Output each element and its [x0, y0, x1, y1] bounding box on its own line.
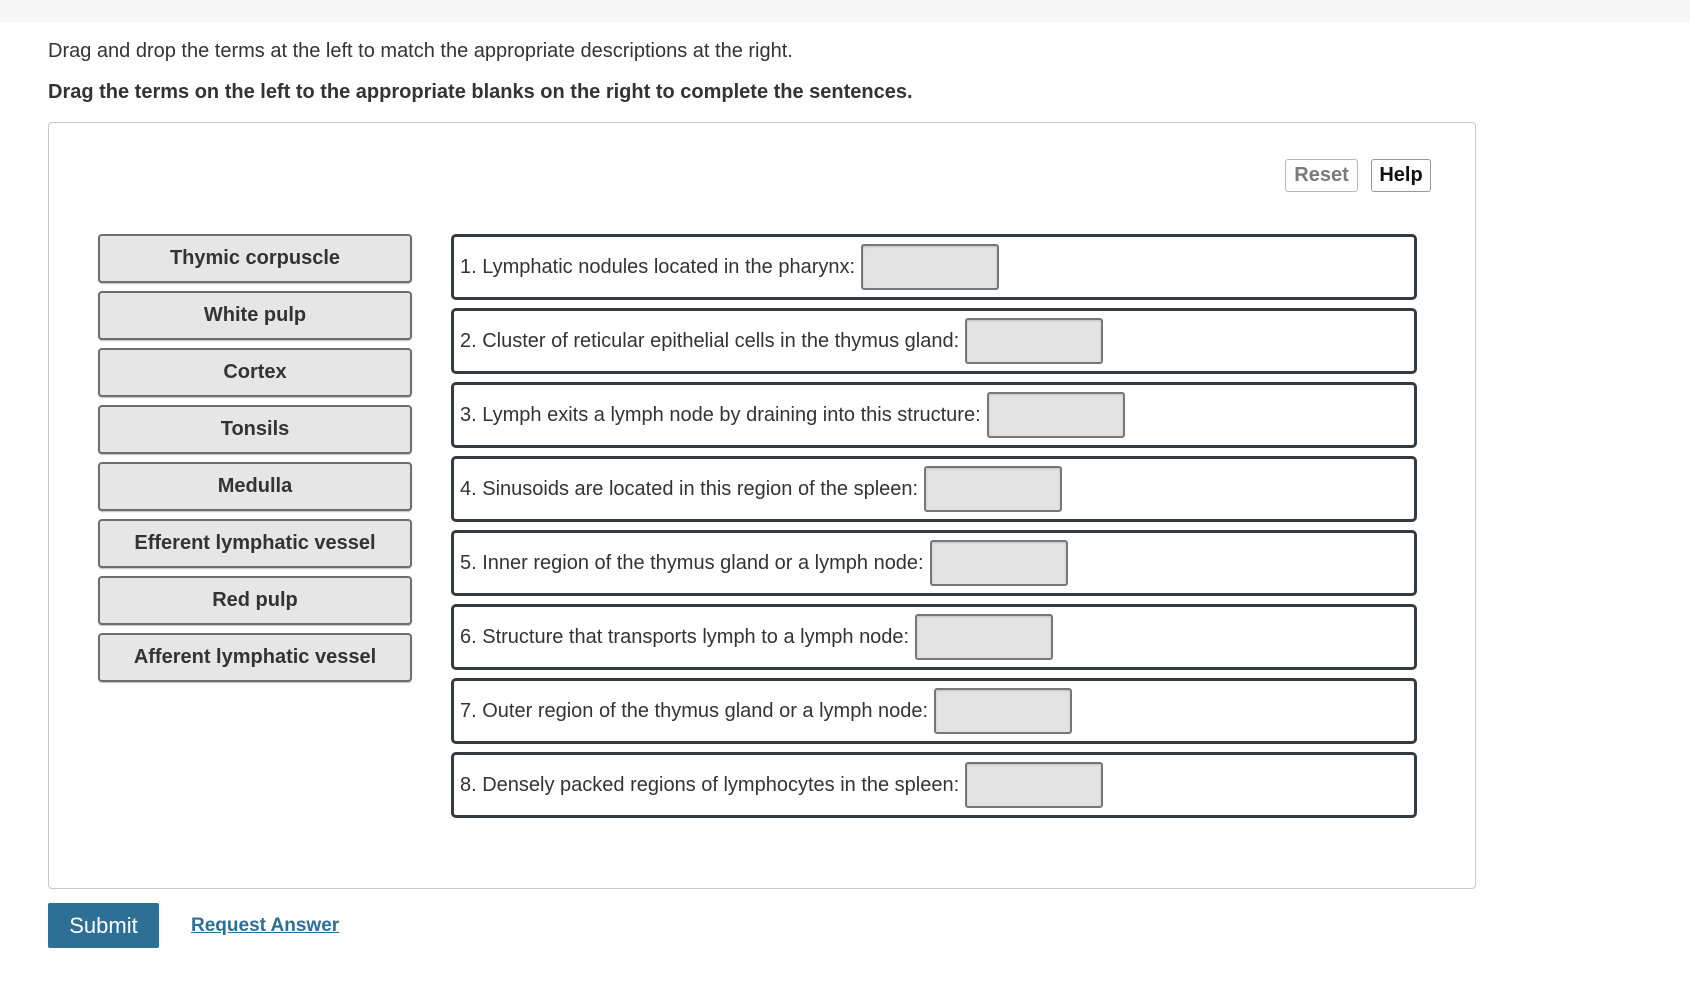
help-button[interactable]: Help — [1371, 159, 1431, 192]
instructions-heading: Drag the terms on the left to the appropriate blanks on the right to complete the sentences. — [48, 81, 913, 103]
sentence-row-4 — [451, 456, 1417, 522]
drop-zone-4[interactable] — [924, 466, 1062, 512]
sentence-row-3 — [451, 382, 1417, 448]
reset-button[interactable]: Reset — [1285, 159, 1358, 192]
term-cortex[interactable]: Cortex — [98, 348, 412, 397]
drop-zone-6[interactable] — [915, 614, 1053, 660]
term-thymic-corpuscle[interactable]: Thymic corpuscle — [98, 234, 412, 283]
sentence-text: 5. Inner region of the thymus gland or a lymph node: — [460, 551, 924, 574]
sentence-row-5 — [451, 530, 1417, 596]
sentence-row-7 — [451, 678, 1417, 744]
term-bank — [98, 234, 414, 690]
drop-zone-2[interactable] — [965, 318, 1103, 364]
sentence-row-6 — [451, 604, 1417, 670]
drop-zone-7[interactable] — [934, 688, 1072, 734]
intro-text: Drag and drop the terms at the left to match the appropriate descriptions at the right. — [48, 40, 793, 62]
sentence-row-1 — [451, 234, 1417, 300]
sentence-row-2 — [451, 308, 1417, 374]
sentence-list — [451, 234, 1419, 826]
sentence-text: 1. Lymphatic nodules located in the pharynx: — [460, 255, 856, 278]
sentence-text: 3. Lymph exits a lymph node by draining into this structure: — [460, 403, 981, 426]
term-red-pulp[interactable]: Red pulp — [98, 576, 412, 625]
drop-zone-5[interactable] — [930, 540, 1068, 586]
sentence-text: 2. Cluster of reticular epithelial cells in the thymus gland: — [460, 329, 960, 352]
term-white-pulp[interactable]: White pulp — [98, 291, 412, 340]
term-afferent-lymphatic-vessel[interactable]: Afferent lymphatic vessel — [98, 633, 412, 682]
request-answer-link[interactable]: Request Answer — [191, 915, 340, 936]
sentence-text: 4. Sinusoids are located in this region of the spleen: — [460, 477, 919, 500]
term-medulla[interactable]: Medulla — [98, 462, 412, 511]
sentence-row-8 — [451, 752, 1417, 818]
sentence-text: 8. Densely packed regions of lymphocytes in the spleen: — [460, 773, 960, 796]
term-efferent-lymphatic-vessel[interactable]: Efferent lymphatic vessel — [98, 519, 412, 568]
drop-zone-8[interactable] — [965, 762, 1103, 808]
submit-button[interactable]: Submit — [48, 903, 159, 948]
top-bar — [0, 0, 1690, 22]
term-tonsils[interactable]: Tonsils — [98, 405, 412, 454]
drag-drop-panel — [48, 122, 1476, 889]
sentence-text: 6. Structure that transports lymph to a lymph node: — [460, 625, 910, 648]
sentence-text: 7. Outer region of the thymus gland or a lymph node: — [460, 699, 929, 722]
drop-zone-1[interactable] — [861, 244, 999, 290]
drop-zone-3[interactable] — [987, 392, 1125, 438]
